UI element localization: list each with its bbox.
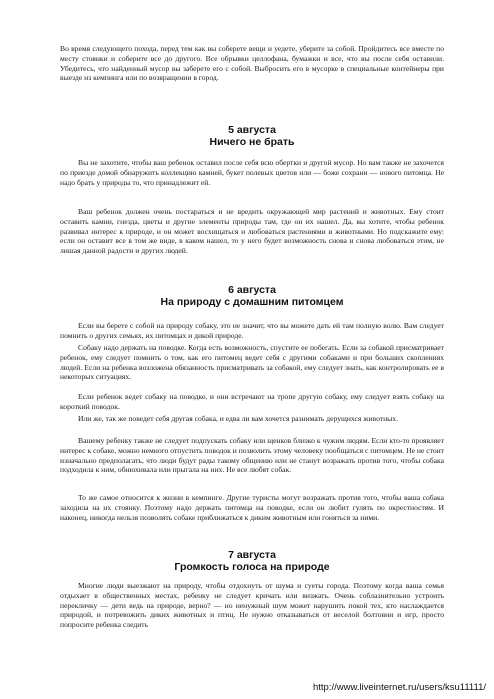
body-paragraph: Вашему ребенку также не следует подпускать собаку или щенков близко к чужим людям. Если кто-то проявляет интерес к собаке, можно немного отпустить поводок и позволить этому человеку пообщаться с питомцем. Не не стоит изначально предполагать, что люди будут рады такому общению или не станут возражать против того, чтобы собака подходила к ним, обнюхивала или прыгала на них. Не все любят собак.: [60, 436, 444, 475]
intro-paragraph: Во время следующего похода, перед тем как вы соберете вещи и уедете, уберите за собой. Пройдитесь все вместе по месту стоянки и соберите все до другого. Все обрывки целлофана, бумажки и все, что вы после себя оставили. Убедитесь, что найденный мусор вы заберете его с собой. Выбросить его в мусорке в специальные контейнеры при выезде из кемпинга или по возвращении в город.: [60, 44, 444, 83]
section-title: Громкость голоса на природе: [174, 561, 330, 573]
section-heading-3: [60, 549, 444, 573]
body-paragraph: Если ребенок ведет собаку на поводке, и они встречают на тропе другую собаку, ему следует взять собаку на короткий поводок.: [60, 392, 444, 411]
body-paragraph: Вы не захотите, чтобы ваш ребенок оставил после себя всю обертки и другой мусор. Но вам также не захочется по приезде домой обнаружить коллекцию камней, букет полевых цветов или — боже сохрани — нового питомца. Не надо брать у природы то, что принадлежит ей.: [60, 158, 444, 187]
body-paragraph: Ваш ребенок должен очень постараться и не вредить окружающей мир растений и животных. Ему стоит оставить камни, гнезда, цветы и другие элементы природы там, где он их нашел. Да, вы хотите, чтобы ребенок развивал интерес к природе, и он может восхищаться и любоваться растениями и животными. Но подскажите ему: если он оставит все в том же виде, в каком нашел, то у него будет возможность снова и снова любоваться этим, не лишая данной радости и других людей.: [60, 207, 444, 256]
section-date: 5 августа: [228, 124, 276, 136]
section-date: 7 августа: [228, 549, 276, 561]
section-heading-1: [60, 124, 444, 148]
section-heading-2: [60, 284, 444, 308]
body-paragraph: Собаку надо держать на поводке. Когда есть возможность, спустите ее побегать. Если за собакой присматривает ребенок, ему следует помнить о том, как его питомец ведет себя с другими собаками и при больших скоплениях людей. Если на ребенка возложена обязанность присматривать за собакой, ему следует знать, как контролировать ее в некоторых ситуациях.: [60, 343, 444, 382]
body-paragraph: Если вы берете с собой на природу собаку, это не значит, что вы можете дать ей там полную волю. Вам следует помнить о других семьях, их питомцах и дикой природе.: [60, 321, 444, 340]
section-title: Ничего не брать: [209, 136, 295, 148]
section-title: На природу с домашним питомцем: [160, 296, 344, 308]
body-paragraph: Или же, так же поведет себя другая собака, и едва ли вам хочется разнимать дерущихся животных.: [78, 414, 398, 423]
body-paragraph: То же самое относится к жизни в кемпинге. Другие туристы могут возражать против того, чтобы ваша собака заходила на их стоянку. Поэтому надо держать питомца на поводке, если он любит гулять по окрестностям. И наконец, никогда нельзя позволять собаке приближаться к диким животным или гоняться за ними.: [60, 493, 444, 522]
footer-url[interactable]: http://www.liveinternet.ru/users/ksu11111/: [312, 682, 486, 693]
section-date: 6 августа: [228, 284, 276, 296]
body-paragraph: Многие люди выезжают на природу, чтобы отдохнуть от шума и суеты города. Поэтому когда ваша семья отдыхает в общественных местах, ребенку не следует кричать или визжать. Очень соблазнительно устроить перекличку — дети ведь на природе, верно? — но ненужный шум может нарушить покой тех, кто наслаждается природой, и потревожить диких животных и птиц. Не нужно отказываться от веселой болтовни и игр, просто попросите ребенка следить: [60, 581, 444, 630]
